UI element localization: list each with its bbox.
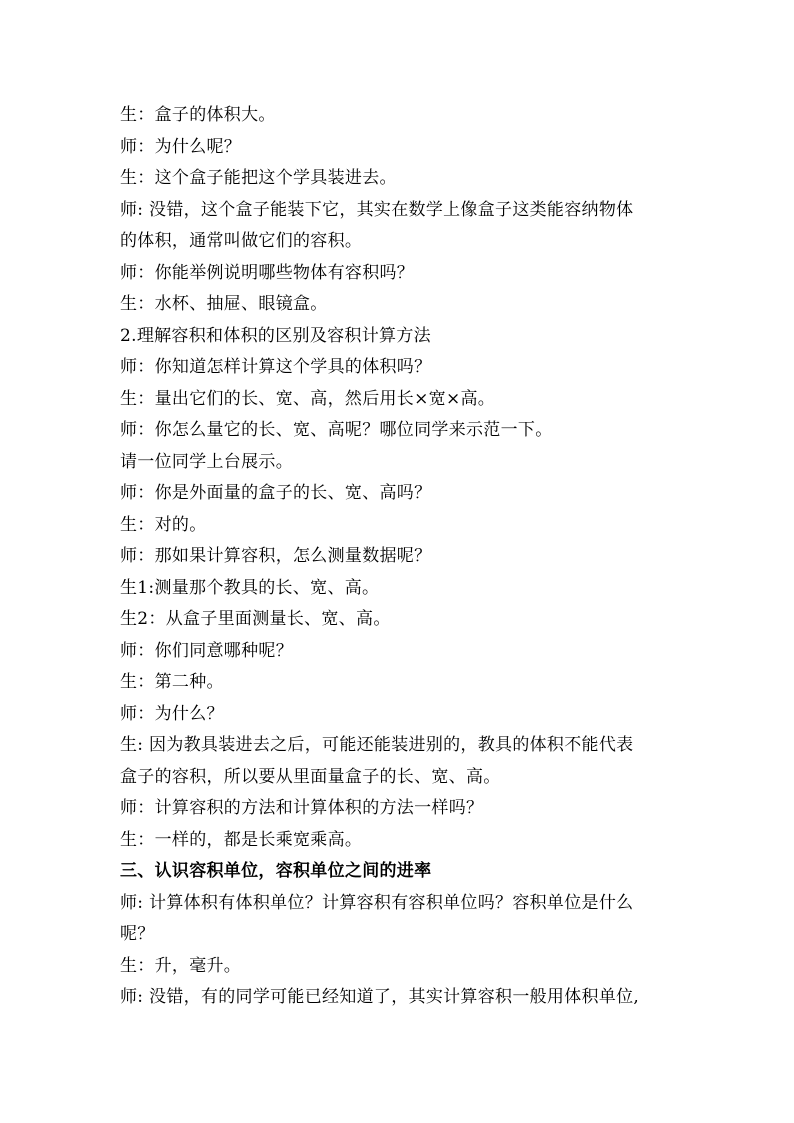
text-line: 师：你知道怎样计算这个学具的体积吗？: [120, 357, 432, 377]
section-heading: 三、认识容积单位，容积单位之间的进率: [120, 861, 432, 881]
text-line: 生: 因为教具装进去之后，可能还能装进别的，教具的体积不能代表: [120, 735, 634, 755]
text-line: 师：为什么呢？: [120, 136, 242, 157]
text-line: 的体积，通常叫做它们的容积。: [120, 231, 363, 251]
document-body: [120, 100, 680, 1014]
text-line: 师: 没错，这个盒子能装下它，其实在数学上像盒子这类能容纳物体: [120, 199, 634, 220]
text-line: 师：你们同意哪种呢？: [120, 640, 293, 661]
text-line: 请一位同学上台展示。: [120, 451, 293, 472]
text-line: 师: 计算体积有体积单位？计算容积有容积单位吗？容积单位是什么: [120, 892, 634, 913]
text-line: 生：量出它们的长、宽、高，然后用长×宽×高。: [120, 388, 496, 409]
text-line: 生：一样的，都是长乘宽乘高。: [120, 829, 363, 850]
text-line: 生1:测量那个教具的长、宽、高。: [120, 577, 380, 598]
text-line: 生：水杯、抽屉、眼镜盒。: [120, 294, 328, 314]
text-line: 生：第二种。: [120, 672, 224, 692]
text-line: 师：你是外面量的盒子的长、宽、高吗？: [120, 483, 432, 503]
text-line: 生：升，毫升。: [120, 955, 242, 976]
text-line: 师：你能举例说明哪些物体有容积吗？: [120, 262, 415, 283]
text-line: 师：计算容积的方法和计算体积的方法一样吗？: [120, 798, 484, 818]
text-line: 盒子的容积，所以要从里面量盒子的长、宽、高。: [120, 766, 501, 787]
text-line: 师：为什么？: [120, 703, 224, 724]
text-line: 呢？: [120, 924, 155, 944]
text-line: 生：盒子的体积大。: [120, 105, 276, 125]
text-line: 师: 没错，有的同学可能已经知道了，其实计算容积一般用体积单位,: [120, 987, 640, 1007]
text-line: 生：这个盒子能把这个学具装进去。: [120, 168, 397, 188]
text-line: 生2：从盒子里面测量长、宽、高。: [120, 609, 391, 629]
text-line: 师：那如果计算容积，怎么测量数据呢？: [120, 546, 432, 566]
text-line: 2.理解容积和体积的区别及容积计算方法: [120, 325, 431, 346]
text-line: 生：对的。: [120, 514, 207, 535]
text-line: 师：你怎么量它的长、宽、高呢？哪位同学来示范一下。: [120, 420, 553, 440]
